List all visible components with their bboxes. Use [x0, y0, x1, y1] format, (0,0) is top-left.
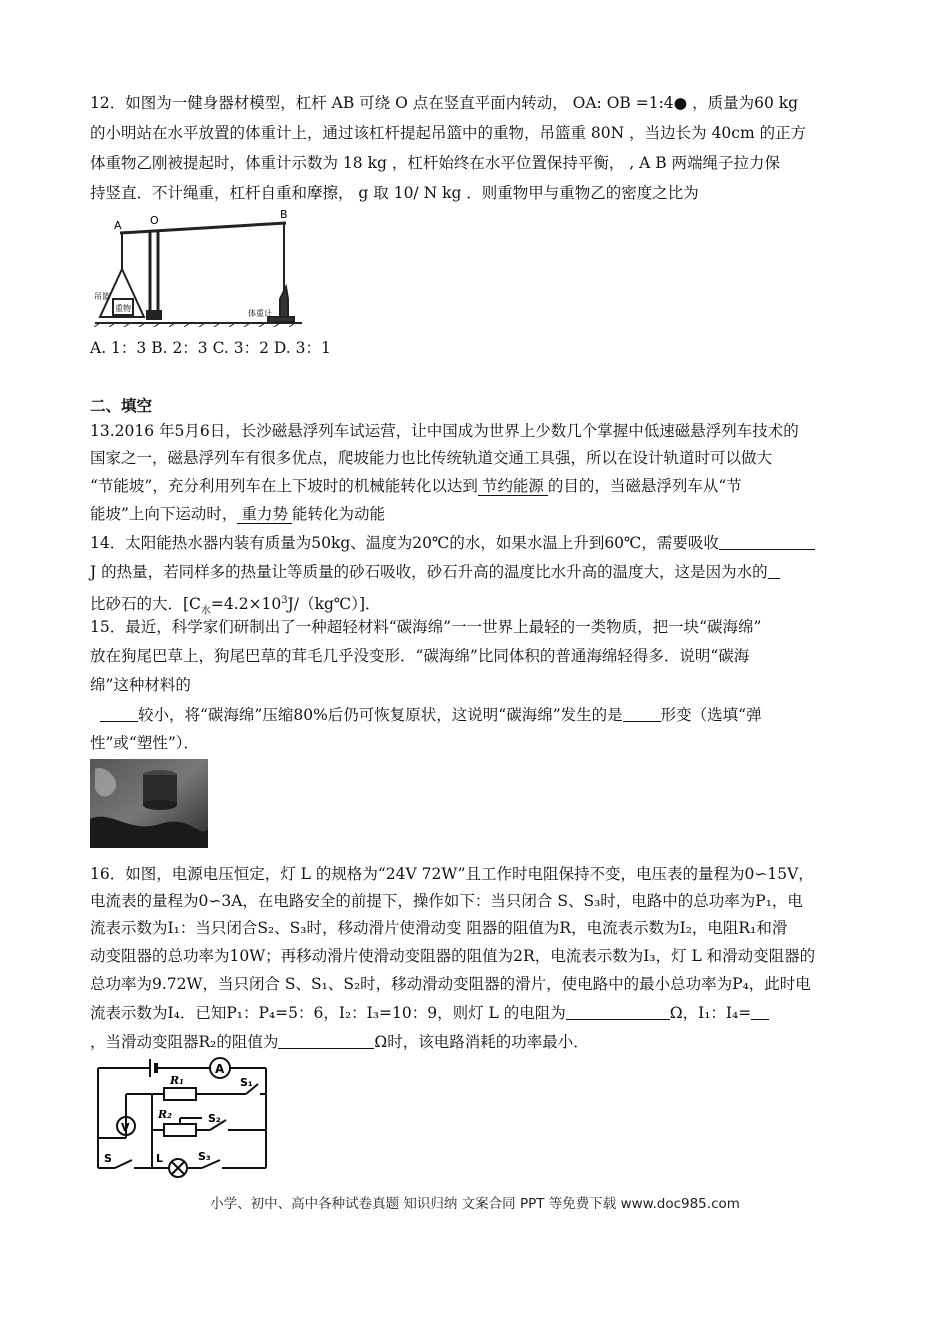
q13-line1: 13.2016 年5月6日，长沙磁悬浮列车试运营，让中国成为世界上少数几个掌握中低速磁悬浮列车技术的 — [90, 422, 799, 440]
carbon-sponge-photo — [90, 759, 208, 848]
q16-line6-text-c: ，I₁：I₄= — [682, 1004, 752, 1022]
q16-line6 — [90, 1003, 769, 1023]
q15-line2: 放在狗尾巴草上，狗尾巴草的茸毛几乎没变形．“碳海绵”比同体积的普通海绵轻得多．说明“碳海 — [90, 647, 750, 665]
lever-label-a: A — [114, 219, 122, 232]
q16-line6-text-b: Ω — [669, 1004, 683, 1022]
lever-label-basket: 吊篮 — [94, 292, 110, 301]
circuit-diagram — [90, 1056, 272, 1180]
q15-line1: 15．最近，科学家们研制出了一种超轻材料“碳海绵”一一世界上最轻的一类物质，把一块“碳海绵” — [90, 618, 762, 636]
q16-blank2[interactable] — [751, 1004, 769, 1020]
circuit-s1-label: S₁ — [240, 1076, 253, 1089]
lever-label-o: O — [150, 214, 159, 227]
q14-line3-text-c: J/（kg℃）]． — [287, 595, 381, 614]
circuit-s3-label: S₃ — [198, 1150, 211, 1163]
q16-line3: 流表示数为I₁：当只闭合S₂、S₃时，移动滑片使滑动变 阻器的阻值为R，电流表示数为I₂，电阻R₁和滑 — [90, 919, 788, 937]
q14-line3-text-b: =4.2×10 — [210, 595, 282, 614]
q16-line7-text-a: ，当滑动变阻器R₂的阻值为 — [90, 1033, 279, 1051]
lever-figure — [90, 207, 306, 327]
q14-line2 — [90, 562, 780, 582]
q14-line3-sub: 水 — [200, 605, 211, 617]
q12-line2: 的小明站在水平放置的体重计上，通过该杠杆提起吊篮中的重物，吊篮重 80N ，当边长为 40cm 的正方 — [90, 124, 807, 142]
lever-label-scale: 体重计 — [248, 309, 272, 318]
q13-line3-text-b: 的目的，当磁悬浮列车从“节 — [547, 477, 742, 495]
circuit-ammeter-label: A — [215, 1062, 225, 1076]
q12-line1: 12．如图为一健身器材模型，杠杆 AB 可绕 O 点在竖直平面内转动， OA: OB =1:4● ，质量为60 kg — [90, 94, 799, 112]
q15-line4-text-b: 形变（选填“弹 — [660, 706, 762, 724]
q12-options: A. 1：3 B. 2：3 C. 3：2 D. 3：1 — [90, 339, 331, 357]
circuit-r2-label: R₂ — [158, 1108, 172, 1121]
q16-line7 — [90, 1032, 589, 1052]
q15-line5: 性”或“塑性”）． — [90, 734, 200, 752]
q14-line3-sup: 3 — [281, 595, 288, 606]
q16-line1: 16．如图，电源电压恒定，灯 L 的规格为“24V 72W”且工作时电阻保持不变，电压表的量程为0∽15V， — [90, 865, 814, 883]
q13-line3-text-a: “节能坡”，充分利用列车在上下坡时的机械能转化以达到 — [90, 477, 478, 495]
page-footer: 小学、初中、高中各种试卷真题 知识归纳 文案合同 PPT 等免费下载 www.doc985.com — [210, 1196, 740, 1212]
q16-blank3[interactable] — [278, 1033, 374, 1049]
q13-line4 — [90, 504, 385, 524]
circuit-r1-label: R₁ — [170, 1074, 184, 1087]
q16-line5: 总功率为9.72W，当只闭合 S、S₁、S₂时，移动滑动变阻器的滑片，使电路中的最小总功率为P₄，此时电 — [90, 975, 811, 993]
q16-line6-text-a: 流表示数为I₄．已知P₁：P₄=5：6，I₂：I₃=10：9，则灯 L 的电阻为 — [90, 1004, 566, 1022]
q15-line4 — [90, 705, 762, 725]
circuit-voltmeter-label: V — [121, 1121, 130, 1134]
section-heading: 二、填空 — [90, 397, 153, 415]
q14-blank1[interactable] — [719, 534, 815, 550]
lever-label-weight: 重物 — [115, 304, 131, 313]
q15-blank1[interactable] — [100, 706, 138, 722]
circuit-s2-label: S₂ — [208, 1112, 221, 1125]
q14-line3-text-a: 比砂石的大．[C — [90, 595, 201, 614]
q13-line3 — [90, 476, 742, 496]
circuit-l-label: L — [156, 1152, 164, 1165]
q14-blank2[interactable] — [768, 563, 780, 579]
q16-line7-text-b: Ω时，该电路消耗的功率最小． — [374, 1033, 589, 1051]
q13-answer2: 重力势 — [237, 505, 292, 524]
q13-line2: 国家之一，磁悬浮列车有很多优点，爬坡能力也比传统轨道交通工具强，所以在设计轨道时可以做大 — [90, 449, 773, 467]
q12-line3: 体重物乙刚被提起时，体重计示数为 18 kg ，杠杆始终在水平位置保持平衡， , A B 两端绳子拉力保 — [90, 154, 781, 172]
q14-line2-text: J 的热量，若同样多的热量让等质量的砂石吸收，砂石升高的温度比水升高的温度大，这是因为水的 — [90, 563, 768, 581]
q16-blank1[interactable] — [566, 1004, 670, 1020]
lever-label-b: B — [280, 208, 288, 221]
q16-line4: 动变阻器的总功率为10W；再移动滑片使滑动变阻器的阻值为2R，电流表示数为I₃，灯 L 和滑动变阻器的 — [90, 947, 816, 965]
q15-line4-text-a: 较小，将“碳海绵”压缩80%后仍可恢复原状，这说明“碳海绵”发生的是 — [138, 706, 623, 724]
q13-line4-text-b: 能转化为动能 — [291, 505, 385, 523]
q14-line1 — [90, 533, 815, 553]
q14-line1-text: 14．太阳能热水器内装有质量为50kg、温度为20℃的水，如果水温上升到60℃，需要吸收 — [90, 534, 719, 552]
q15-blank2[interactable] — [623, 706, 661, 722]
q13-answer1: 节约能源 — [478, 477, 548, 496]
q15-line3: 绵”这种材料的 — [90, 676, 191, 694]
q13-line4-text-a: 能坡”上向下运动时， — [90, 505, 238, 523]
q16-line2: 电流表的量程为0∽3A，在电路安全的前提下，操作如下：当只闭合 S、S₃时，电路中的总功率为P₁，电 — [90, 892, 803, 910]
circuit-s-label: S — [104, 1152, 112, 1165]
q12-line4: 持竖直．不计绳重，杠杆自重和摩擦， g 取 10/ N kg ．则重物甲与重物乙的密度之比为 — [90, 184, 699, 202]
